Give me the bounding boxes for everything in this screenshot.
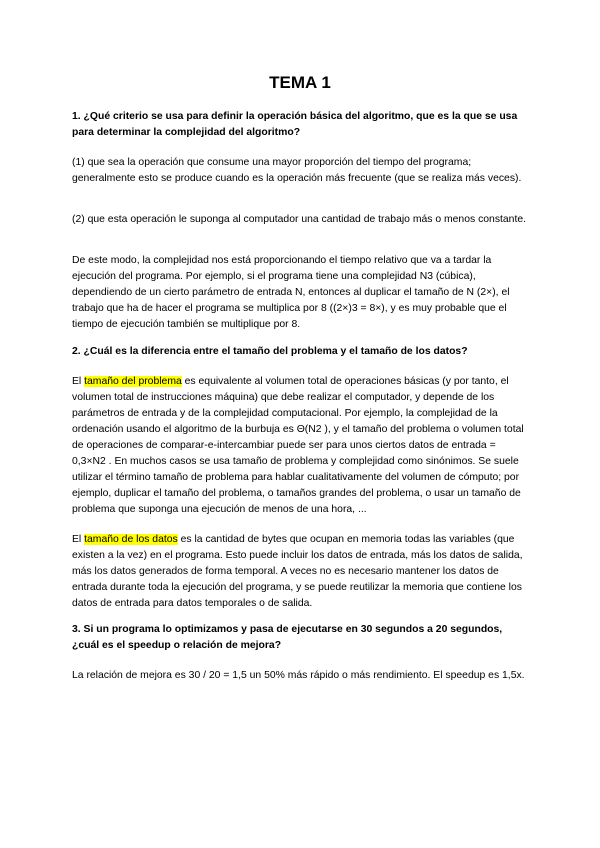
answer-paragraph: (2) que esta operación le suponga al computador una cantidad de trabajo más o menos constante. bbox=[72, 214, 527, 225]
answer-paragraph: El tamaño de los datos es la cantidad de bytes que ocupan en memoria todas las variables (que existen a la vez) en el programa. Esto puede incluir los datos de entrada, más los datos de salida, más los datos generados de forma temporal. A veces no es necesario mantener los datos de entrada durante toda la ejecución del programa, y se puede reutilizar la memoria que contiene los datos de entrada para datos temporales o de salida. bbox=[72, 534, 523, 609]
answer-paragraph: (1) que sea la operación que consume una mayor proporción del tiempo del programa; generalmente esto se produce cuando es la operación más frecuente (que se realiza más veces). bbox=[72, 157, 522, 184]
answer-paragraph: De este modo, la complejidad nos está proporcionando el tiempo relativo que va a tardar la ejecución del programa. Por ejemplo, si el programa tiene una complejidad N3 (cúbica), dependiendo de un cierto parámetro de entrada N, entonces al duplicar el tamaño de N (2×), el trabajo que ha de hacer el programa se multiplica por 8 ((2×)3 = 8×), y es muy probable que el tiempo de ejecución también se multiplique por 8. bbox=[72, 255, 510, 330]
question-3: 3. Si un programa lo optimizamos y pasa de ejecutarse en 30 segundos a 20 segundos, ¿cuál es el speedup o relación de mejora? bbox=[72, 624, 503, 651]
highlighted-term: tamaño de los datos bbox=[84, 534, 178, 545]
answer-paragraph: El tamaño del problema es equivalente al volumen total de operaciones básicas (y por tanto, el volumen total de instrucciones máquina) que debe realizar el computador, y depende de los parámetros de entrada y de la complejidad computacional. Por ejemplo, la complejidad de la ordenación usando el algoritmo de la burbuja es Θ(N2 ), y el tamaño del problema o volumen total de operaciones de comparar-e-intercambiar puede ser para unos ciertos datos de entrada = 0,3×N2 . En muchos casos se usa tamaño de problema y complejidad como sinónimos. Se suele utilizar el término tamaño de problema para hablar cualitativamente del volumen de cómputo; por ejemplo, duplicar el tamaño del problema, o tamaños grandes del problema, o usar un tamaño de problema que suponga una ejecución de menos de una hora, ... bbox=[72, 376, 524, 515]
question-1: 1. ¿Qué criterio se usa para definir la operación básica del algoritmo, que es la que se usa para determinar la complejidad del algoritmo? bbox=[72, 111, 518, 138]
question-2: 2. ¿Cuál es la diferencia entre el tamaño del problema y el tamaño de los datos? bbox=[72, 346, 468, 357]
highlighted-term: tamaño del problema bbox=[84, 376, 182, 387]
page-title: TEMA 1 bbox=[269, 73, 331, 92]
answer-paragraph: La relación de mejora es 30 / 20 = 1,5 un 50% más rápido o más rendimiento. El speedup es 1,5x. bbox=[72, 670, 525, 681]
